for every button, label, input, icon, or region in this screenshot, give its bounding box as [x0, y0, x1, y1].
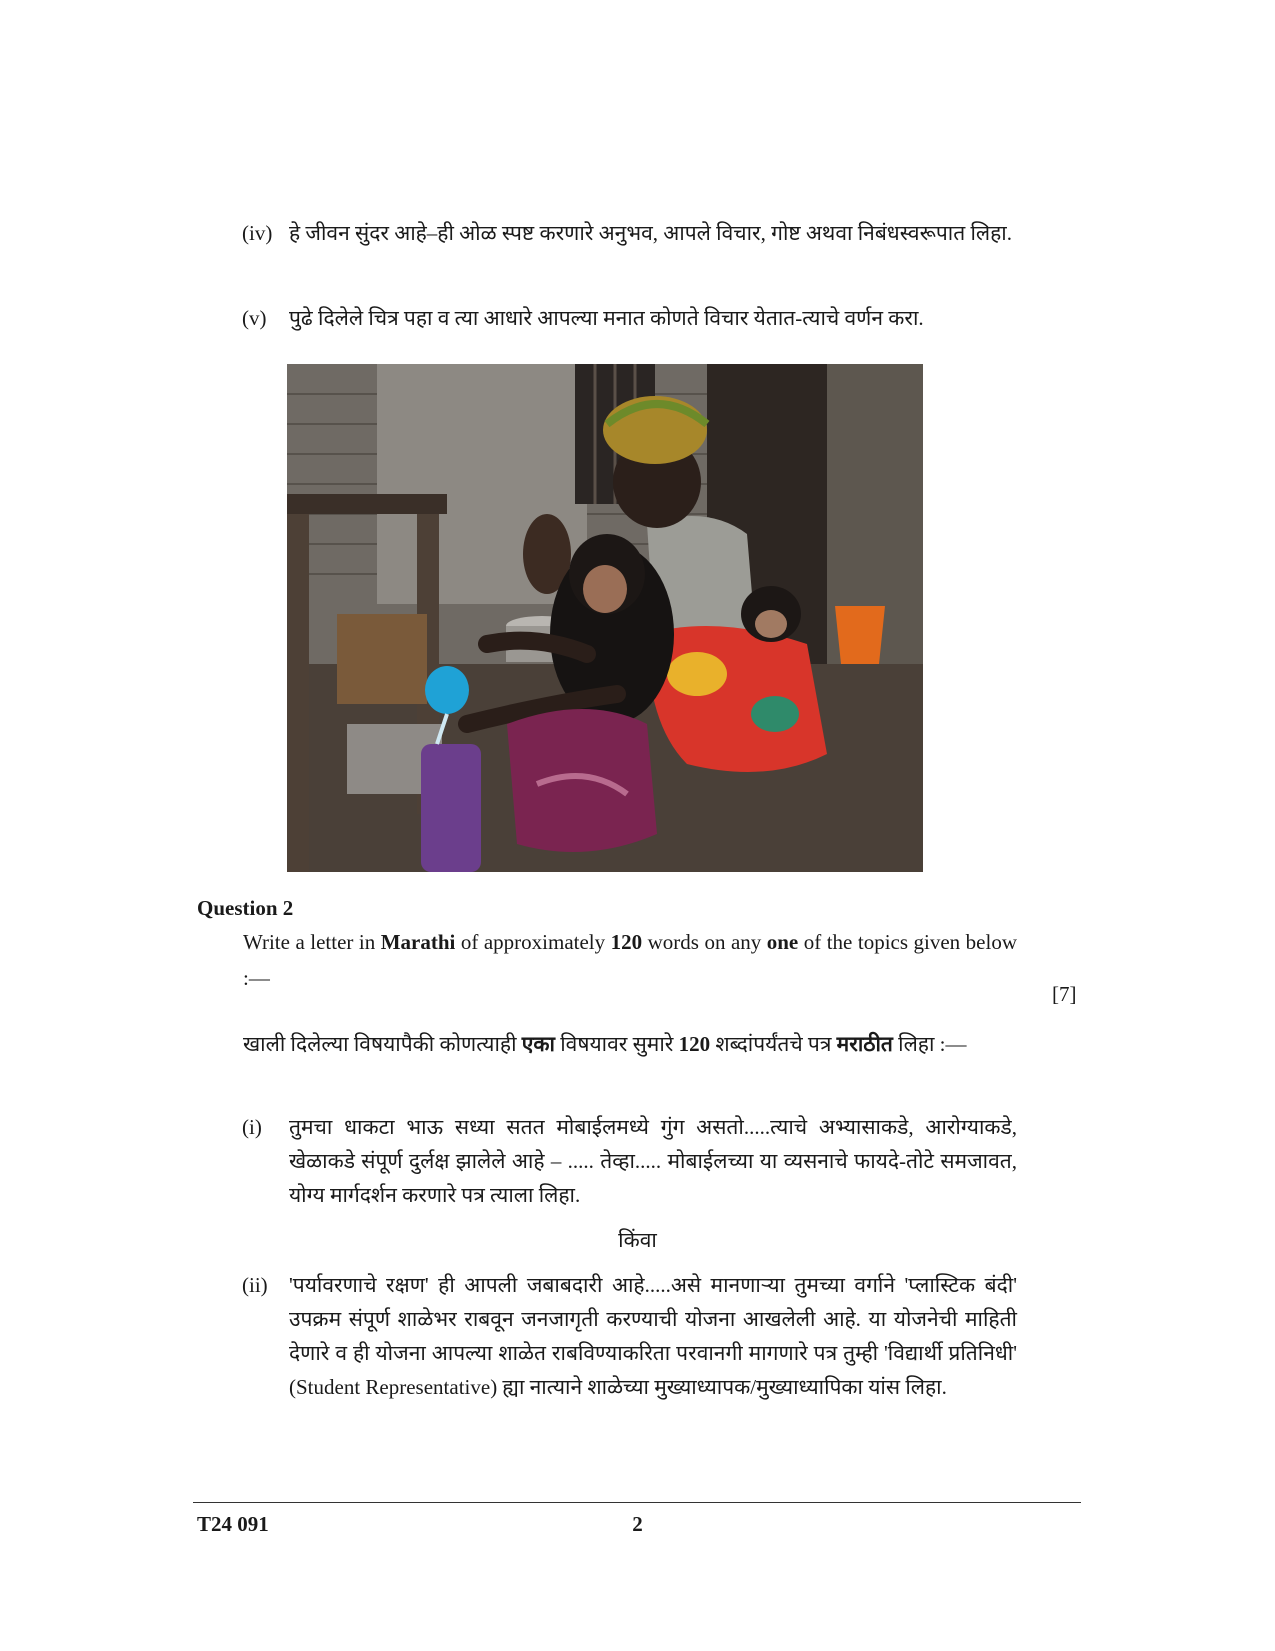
instruction-bold-word-count: 120 — [678, 1032, 711, 1056]
marks-label: [7] — [1052, 982, 1077, 1006]
item-v-number: (v) — [242, 306, 267, 330]
instruction-text: लिहा :— — [892, 1032, 967, 1056]
instruction-bold-one: one — [766, 930, 799, 954]
instruction-bold-word-count: 120 — [610, 930, 643, 954]
marathi-instruction — [243, 1026, 1017, 1062]
item-iv-text: हे जीवन सुंदर आहे–ही ओळ स्पष्ट करणारे अनुभव, आपले विचार, गोष्ट अथवा निबंधस्वरूपात लिहा. — [289, 221, 1012, 245]
instruction-text: खाली दिलेल्या विषयापैकी कोणत्याही — [243, 1032, 522, 1056]
option-ii-text: 'पर्यावरणाचे रक्षण' ही आपली जबाबदारी आहे.....असे मानणाऱ्या तुमच्या वर्गाने 'प्लास्टिक बंदी' उपक्रम संपूर्ण शाळेभर राबवून जनजागृती करण्याची योजना आखलेली आहे. या योजनेची माहिती देणारे व ही योजना आपल्या शाळेत राबविण्याकरिता परवानगी मागणारे पत्र तुम्ही 'विद्यार्थी प्रतिनिधी' (Student Representative) ह्या नात्याने शाळेच्या मुख्याध्यापक/मुख्याध्यापिका यांस लिहा. — [289, 1273, 1017, 1399]
paper-code: T24 091 — [197, 1512, 269, 1536]
option-i-number: (i) — [242, 1115, 262, 1139]
page-number: 2 — [632, 1512, 643, 1536]
or-separator: किंवा — [618, 1228, 657, 1252]
instruction-bold-one: एका — [521, 1032, 555, 1056]
option-ii-number: (ii) — [242, 1273, 268, 1297]
photo-illustration — [287, 364, 923, 872]
question-2-heading: Question 2 — [197, 896, 294, 920]
option-i-text: तुमचा धाकटा भाऊ सध्या सतत मोबाईलमध्ये गुंग असतो.....त्याचे अभ्यासाकडे, आरोग्याकडे, खेळाकडे संपूर्ण दुर्लक्ष झालेले आहे – ..... तेव्हा..... मोबाईलच्या या व्यसनाचे फायदे-तोटे समजावत, योग्य मार्गदर्शन करणारे पत्र त्याला लिहा. — [289, 1115, 1017, 1207]
chimpanzee-caretaker-photo — [287, 364, 923, 872]
instruction-bold-language: मराठीत — [836, 1032, 893, 1056]
instruction-text: of the topics given below :— — [243, 930, 1017, 990]
instruction-text: Write a letter in — [243, 930, 381, 954]
instruction-text: शब्दांपर्यंतचे पत्र — [710, 1032, 837, 1056]
instruction-text: words on any — [642, 930, 767, 954]
instruction-text: विषयावर सुमारे — [554, 1032, 679, 1056]
instruction-bold-language: Marathi — [380, 930, 456, 954]
footer-divider — [193, 1502, 1081, 1503]
instruction-text: of approximately — [455, 930, 611, 954]
english-instruction — [243, 924, 1017, 996]
item-iv-number: (iv) — [242, 221, 273, 245]
item-v-text: पुढे दिलेले चित्र पहा व त्या आधारे आपल्या मनात कोणते विचार येतात-त्याचे वर्णन करा. — [289, 306, 924, 330]
